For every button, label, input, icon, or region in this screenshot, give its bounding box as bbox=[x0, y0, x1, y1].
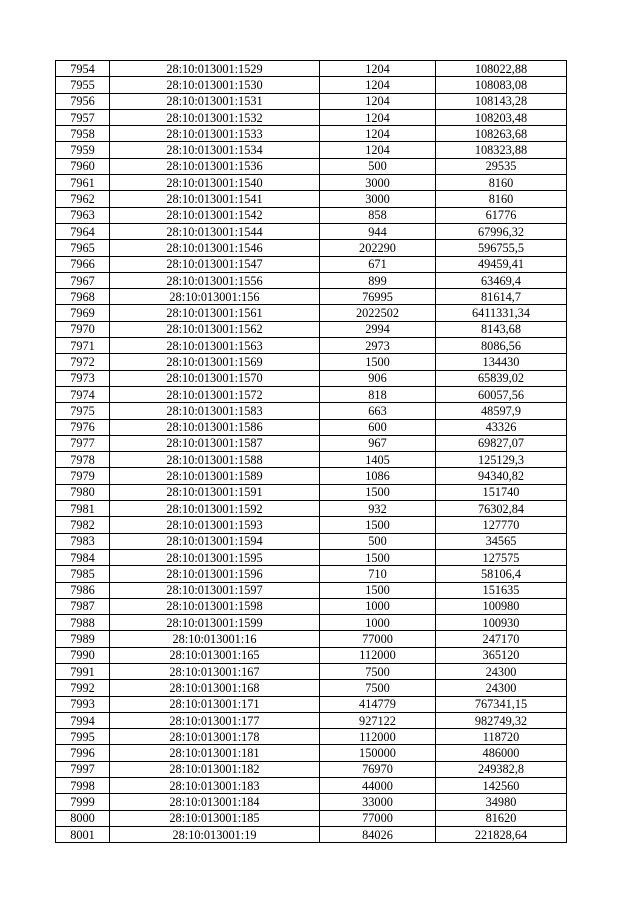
cadastral-number-cell: 28:10:013001:165 bbox=[110, 647, 320, 663]
table-row bbox=[56, 142, 567, 158]
cadastral-number-cell: 28:10:013001:171 bbox=[110, 696, 320, 712]
area-cell: 2022502 bbox=[320, 305, 436, 321]
area-cell: 663 bbox=[320, 403, 436, 419]
cadastral-number-cell: 28:10:013001:1544 bbox=[110, 223, 320, 239]
cadastral-number-cell: 28:10:013001:1563 bbox=[110, 338, 320, 354]
table-row bbox=[56, 435, 567, 451]
cadastral-number-cell: 28:10:013001:178 bbox=[110, 729, 320, 745]
row-number-cell: 7976 bbox=[56, 419, 110, 435]
cadastral-number-cell: 28:10:013001:167 bbox=[110, 663, 320, 679]
cadastral-value-cell: 63469,4 bbox=[436, 272, 567, 288]
row-number-cell: 7961 bbox=[56, 175, 110, 191]
area-cell: 927122 bbox=[320, 712, 436, 728]
table-row bbox=[56, 729, 567, 745]
cadastral-value-cell: 151740 bbox=[436, 484, 567, 500]
area-cell: 77000 bbox=[320, 631, 436, 647]
cadastral-value-cell: 221828,64 bbox=[436, 826, 567, 842]
cadastral-number-cell: 28:10:013001:1536 bbox=[110, 158, 320, 174]
row-number-cell: 7969 bbox=[56, 305, 110, 321]
cadastral-number-cell: 28:10:013001:1562 bbox=[110, 321, 320, 337]
cadastral-number-cell: 28:10:013001:19 bbox=[110, 826, 320, 842]
row-number-cell: 7999 bbox=[56, 794, 110, 810]
cadastral-number-cell: 28:10:013001:1546 bbox=[110, 240, 320, 256]
table-row bbox=[56, 77, 567, 93]
cadastral-number-cell: 28:10:013001:1533 bbox=[110, 126, 320, 142]
table-row bbox=[56, 403, 567, 419]
area-cell: 1000 bbox=[320, 615, 436, 631]
cadastral-value-cell: 24300 bbox=[436, 663, 567, 679]
table-row bbox=[56, 452, 567, 468]
row-number-cell: 7980 bbox=[56, 484, 110, 500]
row-number-cell: 7960 bbox=[56, 158, 110, 174]
area-cell: 818 bbox=[320, 386, 436, 402]
cadastral-number-cell: 28:10:013001:1561 bbox=[110, 305, 320, 321]
row-number-cell: 7967 bbox=[56, 272, 110, 288]
area-cell: 3000 bbox=[320, 191, 436, 207]
area-cell: 76970 bbox=[320, 761, 436, 777]
area-cell: 2994 bbox=[320, 321, 436, 337]
area-cell: 1500 bbox=[320, 582, 436, 598]
table-row bbox=[56, 794, 567, 810]
cadastral-value-cell: 134430 bbox=[436, 354, 567, 370]
area-cell: 414779 bbox=[320, 696, 436, 712]
cadastral-number-cell: 28:10:013001:1531 bbox=[110, 93, 320, 109]
table-row bbox=[56, 501, 567, 517]
area-cell: 1500 bbox=[320, 549, 436, 565]
cadastral-value-cell: 108143,28 bbox=[436, 93, 567, 109]
table-row bbox=[56, 533, 567, 549]
cadastral-value-cell: 100930 bbox=[436, 615, 567, 631]
area-cell: 7500 bbox=[320, 680, 436, 696]
row-number-cell: 7995 bbox=[56, 729, 110, 745]
cadastral-value-cell: 43326 bbox=[436, 419, 567, 435]
cadastral-value-cell: 108083,08 bbox=[436, 77, 567, 93]
row-number-cell: 7968 bbox=[56, 289, 110, 305]
row-number-cell: 7956 bbox=[56, 93, 110, 109]
row-number-cell: 7971 bbox=[56, 338, 110, 354]
cadastral-number-cell: 28:10:013001:1542 bbox=[110, 207, 320, 223]
cadastral-value-cell: 58106,4 bbox=[436, 566, 567, 582]
cadastral-value-cell: 61776 bbox=[436, 207, 567, 223]
cadastral-value-cell: 142560 bbox=[436, 778, 567, 794]
cadastral-value-cell: 108263,68 bbox=[436, 126, 567, 142]
area-cell: 906 bbox=[320, 370, 436, 386]
cadastral-number-cell: 28:10:013001:168 bbox=[110, 680, 320, 696]
table-row bbox=[56, 93, 567, 109]
table-row bbox=[56, 223, 567, 239]
table-row bbox=[56, 256, 567, 272]
cadastral-number-cell: 28:10:013001:1596 bbox=[110, 566, 320, 582]
row-number-cell: 7978 bbox=[56, 452, 110, 468]
cadastral-number-cell: 28:10:013001:1570 bbox=[110, 370, 320, 386]
cadastral-number-cell: 28:10:013001:1541 bbox=[110, 191, 320, 207]
area-cell: 112000 bbox=[320, 729, 436, 745]
cadastral-number-cell: 28:10:013001:1592 bbox=[110, 501, 320, 517]
row-number-cell: 7993 bbox=[56, 696, 110, 712]
row-number-cell: 7990 bbox=[56, 647, 110, 663]
cadastral-value-cell: 108203,48 bbox=[436, 109, 567, 125]
row-number-cell: 7958 bbox=[56, 126, 110, 142]
area-cell: 202290 bbox=[320, 240, 436, 256]
cadastral-value-cell: 100980 bbox=[436, 598, 567, 614]
cadastral-number-cell: 28:10:013001:182 bbox=[110, 761, 320, 777]
area-cell: 1500 bbox=[320, 484, 436, 500]
row-number-cell: 7985 bbox=[56, 566, 110, 582]
row-number-cell: 7963 bbox=[56, 207, 110, 223]
table-row bbox=[56, 240, 567, 256]
table-row bbox=[56, 647, 567, 663]
row-number-cell: 7974 bbox=[56, 386, 110, 402]
cadastral-number-cell: 28:10:013001:1595 bbox=[110, 549, 320, 565]
row-number-cell: 7998 bbox=[56, 778, 110, 794]
table-row bbox=[56, 598, 567, 614]
cadastral-number-cell: 28:10:013001:1589 bbox=[110, 468, 320, 484]
area-cell: 600 bbox=[320, 419, 436, 435]
row-number-cell: 7994 bbox=[56, 712, 110, 728]
area-cell: 671 bbox=[320, 256, 436, 272]
cadastral-value-cell: 767341,15 bbox=[436, 696, 567, 712]
cadastral-number-cell: 28:10:013001:1598 bbox=[110, 598, 320, 614]
cadastral-value-cell: 6411331,34 bbox=[436, 305, 567, 321]
row-number-cell: 8000 bbox=[56, 810, 110, 826]
row-number-cell: 7966 bbox=[56, 256, 110, 272]
table-row bbox=[56, 419, 567, 435]
table-row bbox=[56, 517, 567, 533]
row-number-cell: 7986 bbox=[56, 582, 110, 598]
row-number-cell: 7984 bbox=[56, 549, 110, 565]
row-number-cell: 7972 bbox=[56, 354, 110, 370]
cadastral-number-cell: 28:10:013001:184 bbox=[110, 794, 320, 810]
cadastral-number-cell: 28:10:013001:1540 bbox=[110, 175, 320, 191]
table-row bbox=[56, 370, 567, 386]
area-cell: 112000 bbox=[320, 647, 436, 663]
cadastral-value-cell: 8143,68 bbox=[436, 321, 567, 337]
table-row bbox=[56, 354, 567, 370]
cadastral-number-cell: 28:10:013001:156 bbox=[110, 289, 320, 305]
cadastral-number-cell: 28:10:013001:1569 bbox=[110, 354, 320, 370]
row-number-cell: 7964 bbox=[56, 223, 110, 239]
cadastral-value-cell: 65839,02 bbox=[436, 370, 567, 386]
area-cell: 2973 bbox=[320, 338, 436, 354]
area-cell: 3000 bbox=[320, 175, 436, 191]
table-row bbox=[56, 175, 567, 191]
area-cell: 77000 bbox=[320, 810, 436, 826]
area-cell: 1204 bbox=[320, 77, 436, 93]
cadastral-number-cell: 28:10:013001:1587 bbox=[110, 435, 320, 451]
cadastral-value-cell: 49459,41 bbox=[436, 256, 567, 272]
area-cell: 1204 bbox=[320, 142, 436, 158]
cadastral-number-cell: 28:10:013001:1593 bbox=[110, 517, 320, 533]
cadastral-number-cell: 28:10:013001:1594 bbox=[110, 533, 320, 549]
area-cell: 44000 bbox=[320, 778, 436, 794]
table-row bbox=[56, 468, 567, 484]
cadastral-number-cell: 28:10:013001:177 bbox=[110, 712, 320, 728]
cadastral-number-cell: 28:10:013001:1583 bbox=[110, 403, 320, 419]
cadastral-number-cell: 28:10:013001:181 bbox=[110, 745, 320, 761]
cadastral-value-cell: 48597,9 bbox=[436, 403, 567, 419]
row-number-cell: 7983 bbox=[56, 533, 110, 549]
cadastral-number-cell: 28:10:013001:1556 bbox=[110, 272, 320, 288]
area-cell: 1204 bbox=[320, 126, 436, 142]
cadastral-value-cell: 125129,3 bbox=[436, 452, 567, 468]
table-row bbox=[56, 321, 567, 337]
cadastral-value-cell: 67996,32 bbox=[436, 223, 567, 239]
row-number-cell: 7981 bbox=[56, 501, 110, 517]
cadastral-value-cell: 365120 bbox=[436, 647, 567, 663]
cadastral-number-cell: 28:10:013001:1597 bbox=[110, 582, 320, 598]
table-row bbox=[56, 484, 567, 500]
table-row bbox=[56, 386, 567, 402]
cadastral-value-cell: 29535 bbox=[436, 158, 567, 174]
row-number-cell: 7991 bbox=[56, 663, 110, 679]
row-number-cell: 7979 bbox=[56, 468, 110, 484]
table-row bbox=[56, 582, 567, 598]
cadastral-number-cell: 28:10:013001:1534 bbox=[110, 142, 320, 158]
row-number-cell: 7973 bbox=[56, 370, 110, 386]
area-cell: 899 bbox=[320, 272, 436, 288]
row-number-cell: 7954 bbox=[56, 61, 110, 77]
cadastral-value-cell: 247170 bbox=[436, 631, 567, 647]
area-cell: 500 bbox=[320, 158, 436, 174]
cadastral-value-cell: 108022,88 bbox=[436, 61, 567, 77]
row-number-cell: 7988 bbox=[56, 615, 110, 631]
table-row bbox=[56, 109, 567, 125]
table-row bbox=[56, 663, 567, 679]
cadastral-number-cell: 28:10:013001:185 bbox=[110, 810, 320, 826]
table-row bbox=[56, 631, 567, 647]
area-cell: 1000 bbox=[320, 598, 436, 614]
cadastral-number-cell: 28:10:013001:1588 bbox=[110, 452, 320, 468]
cadastral-number-cell: 28:10:013001:1530 bbox=[110, 77, 320, 93]
area-cell: 858 bbox=[320, 207, 436, 223]
row-number-cell: 7970 bbox=[56, 321, 110, 337]
table-row bbox=[56, 680, 567, 696]
cadastral-number-cell: 28:10:013001:1547 bbox=[110, 256, 320, 272]
cadastral-value-cell: 81614,7 bbox=[436, 289, 567, 305]
row-number-cell: 8001 bbox=[56, 826, 110, 842]
row-number-cell: 7955 bbox=[56, 77, 110, 93]
table-row bbox=[56, 158, 567, 174]
area-cell: 84026 bbox=[320, 826, 436, 842]
table-row bbox=[56, 61, 567, 77]
cadastral-value-cell: 596755,5 bbox=[436, 240, 567, 256]
cadastral-number-cell: 28:10:013001:16 bbox=[110, 631, 320, 647]
cadastral-value-cell: 8086,56 bbox=[436, 338, 567, 354]
row-number-cell: 7975 bbox=[56, 403, 110, 419]
area-cell: 1204 bbox=[320, 109, 436, 125]
row-number-cell: 7992 bbox=[56, 680, 110, 696]
cadastral-value-cell: 60057,56 bbox=[436, 386, 567, 402]
row-number-cell: 7959 bbox=[56, 142, 110, 158]
cadastral-value-cell: 249382,8 bbox=[436, 761, 567, 777]
area-cell: 1086 bbox=[320, 468, 436, 484]
area-cell: 1204 bbox=[320, 61, 436, 77]
area-cell: 967 bbox=[320, 435, 436, 451]
area-cell: 150000 bbox=[320, 745, 436, 761]
table-row bbox=[56, 207, 567, 223]
cadastral-value-cell: 8160 bbox=[436, 191, 567, 207]
row-number-cell: 7962 bbox=[56, 191, 110, 207]
cadastral-number-cell: 28:10:013001:1599 bbox=[110, 615, 320, 631]
area-cell: 33000 bbox=[320, 794, 436, 810]
cadastral-value-cell: 486000 bbox=[436, 745, 567, 761]
table-row bbox=[56, 810, 567, 826]
table-row bbox=[56, 615, 567, 631]
row-number-cell: 7957 bbox=[56, 109, 110, 125]
table-row bbox=[56, 696, 567, 712]
cadastral-value-cell: 94340,82 bbox=[436, 468, 567, 484]
table-row bbox=[56, 778, 567, 794]
area-cell: 932 bbox=[320, 501, 436, 517]
table-row bbox=[56, 305, 567, 321]
area-cell: 1500 bbox=[320, 354, 436, 370]
row-number-cell: 7987 bbox=[56, 598, 110, 614]
table-row bbox=[56, 549, 567, 565]
table-row bbox=[56, 745, 567, 761]
area-cell: 76995 bbox=[320, 289, 436, 305]
cadastral-value-cell: 127575 bbox=[436, 549, 567, 565]
cadastral-number-cell: 28:10:013001:1532 bbox=[110, 109, 320, 125]
cadastral-number-cell: 28:10:013001:1591 bbox=[110, 484, 320, 500]
area-cell: 944 bbox=[320, 223, 436, 239]
row-number-cell: 7997 bbox=[56, 761, 110, 777]
cadastral-value-cell: 34565 bbox=[436, 533, 567, 549]
cadastral-number-cell: 28:10:013001:183 bbox=[110, 778, 320, 794]
table-body bbox=[56, 61, 567, 843]
area-cell: 500 bbox=[320, 533, 436, 549]
cadastral-value-cell: 8160 bbox=[436, 175, 567, 191]
cadastral-value-cell: 127770 bbox=[436, 517, 567, 533]
cadastral-value-cell: 24300 bbox=[436, 680, 567, 696]
table-row bbox=[56, 761, 567, 777]
cadastral-value-cell: 76302,84 bbox=[436, 501, 567, 517]
cadastral-value-cell: 108323,88 bbox=[436, 142, 567, 158]
cadastral-value-cell: 118720 bbox=[436, 729, 567, 745]
row-number-cell: 7965 bbox=[56, 240, 110, 256]
cadastral-value-table bbox=[55, 60, 567, 843]
row-number-cell: 7982 bbox=[56, 517, 110, 533]
cadastral-value-cell: 151635 bbox=[436, 582, 567, 598]
cadastral-value-cell: 34980 bbox=[436, 794, 567, 810]
table-row bbox=[56, 566, 567, 582]
table-row bbox=[56, 826, 567, 842]
area-cell: 710 bbox=[320, 566, 436, 582]
table-row bbox=[56, 191, 567, 207]
cadastral-value-cell: 982749,32 bbox=[436, 712, 567, 728]
area-cell: 1405 bbox=[320, 452, 436, 468]
table-row bbox=[56, 338, 567, 354]
cadastral-number-cell: 28:10:013001:1586 bbox=[110, 419, 320, 435]
area-cell: 1500 bbox=[320, 517, 436, 533]
table-row bbox=[56, 712, 567, 728]
cadastral-value-cell: 81620 bbox=[436, 810, 567, 826]
row-number-cell: 7996 bbox=[56, 745, 110, 761]
table-row bbox=[56, 126, 567, 142]
table-row bbox=[56, 272, 567, 288]
row-number-cell: 7977 bbox=[56, 435, 110, 451]
cadastral-number-cell: 28:10:013001:1572 bbox=[110, 386, 320, 402]
area-cell: 1204 bbox=[320, 93, 436, 109]
cadastral-number-cell: 28:10:013001:1529 bbox=[110, 61, 320, 77]
area-cell: 7500 bbox=[320, 663, 436, 679]
row-number-cell: 7989 bbox=[56, 631, 110, 647]
table-row bbox=[56, 289, 567, 305]
cadastral-value-cell: 69827,07 bbox=[436, 435, 567, 451]
